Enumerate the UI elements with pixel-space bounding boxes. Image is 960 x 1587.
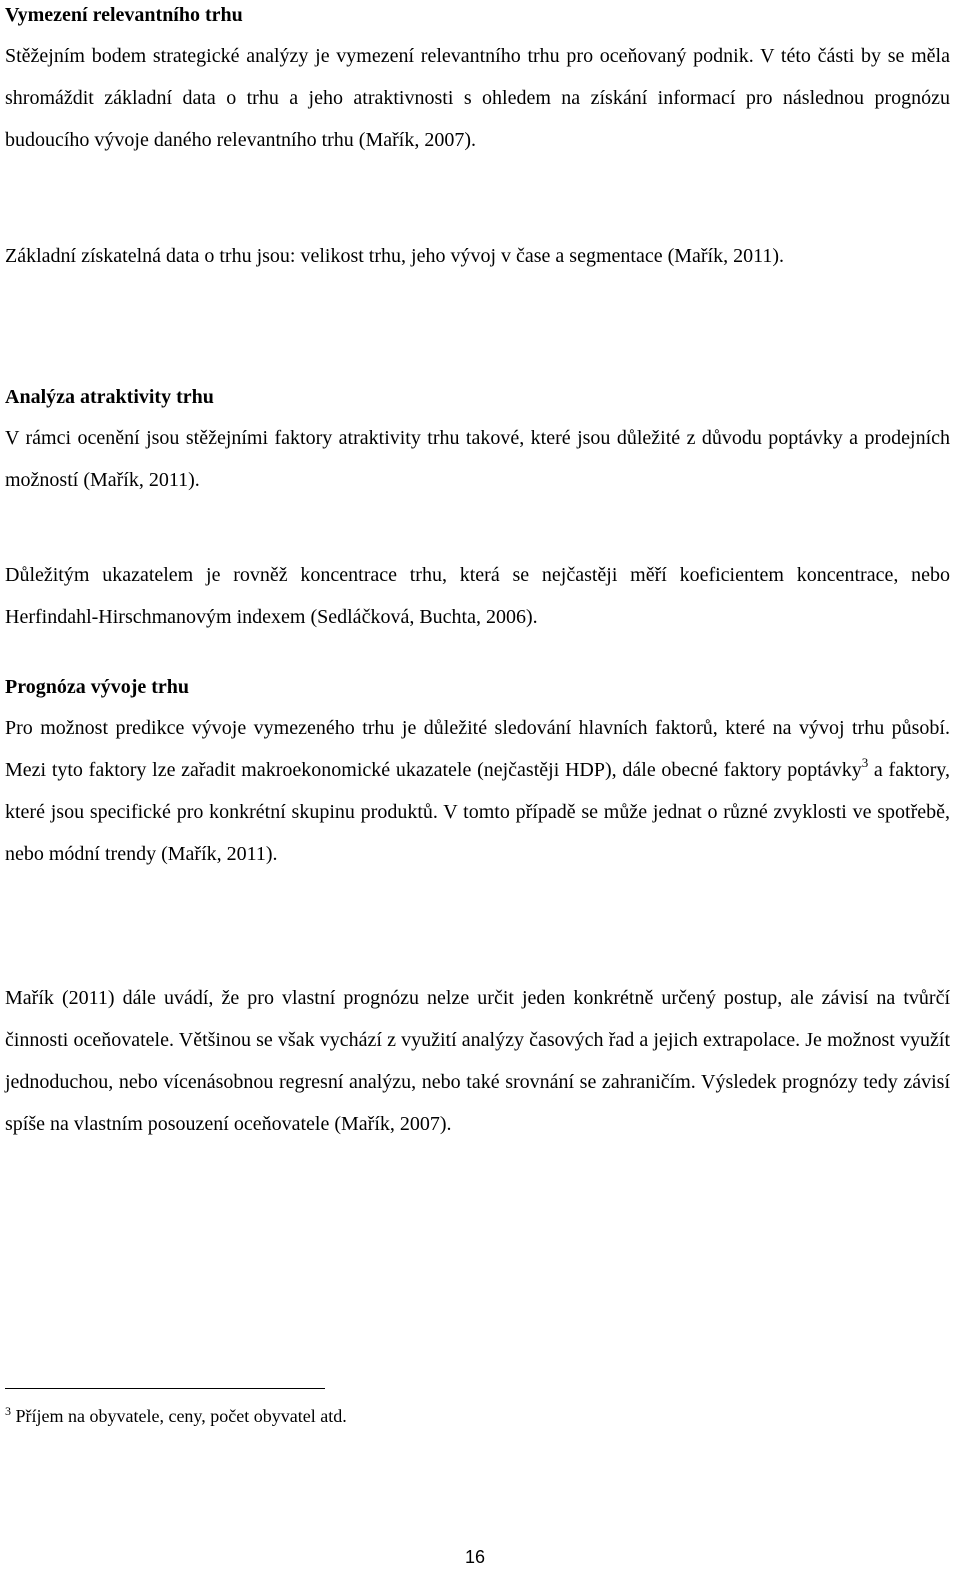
paragraph-relevant-market-2: Základní získatelná data o trhu jsou: velikost trhu, jeho vývoj v čase a segmentace (Mařík, 2011). bbox=[5, 245, 785, 267]
paragraph-market-attractiveness-1: V rámci ocenění jsou stěžejními faktory atraktivity trhu takové, které jsou důležité z důvodu poptávky a prodejních možností (Mařík, 2011). bbox=[5, 427, 950, 491]
paragraph-relevant-market-1: Stěžejním bodem strategické analýzy je vymezení relevantního trhu pro oceňovaný podnik. V této části by se měla shromáždit základní data o trhu a jeho atraktivnosti s ohledem na získání informací pro následnou prognózu budoucího vývoje daného relevantního trhu (Mařík, 2007). bbox=[5, 45, 950, 151]
paragraph-market-forecast-1 bbox=[5, 707, 950, 875]
paragraph-text-before-note: Pro možnost predikce vývoje vymezeného trhu je důležité sledování hlavních faktorů, které na vývoj trhu působí. Mezi tyto faktory lze zařadit makroekonomické ukazatele (nejčastěji HDP), dále obecné faktory poptávky bbox=[5, 717, 950, 781]
footnote-reference[interactable]: 3 bbox=[861, 755, 869, 770]
section-heading-market-forecast: Prognóza vývoje trhu bbox=[5, 676, 190, 698]
footnote-number: 3 bbox=[5, 1404, 11, 1418]
paragraph-text-after-note: a faktory, které jsou specifické pro konkrétní skupinu produktů. V tomto případě se může jednat o různé zvyklosti ve spotřebě, nebo módní trendy (Mařík, 2011). bbox=[5, 759, 950, 865]
paragraph-market-forecast-2: Mařík (2011) dále uvádí, že pro vlastní prognózu nelze určit jeden konkrétně určený postup, ale závisí na tvůrčí činnosti oceňovatele. Většinou se však vychází z využití analýzy časových řad a jejich extrapolace. Je možnost využít jednoduchou, nebo vícenásobnou regresní analýzu, nebo také srovnání se zahraničím. Výsledek prognózy tedy závisí spíše na vlastním posouzení oceňovatele (Mařík, 2007). bbox=[5, 987, 950, 1135]
footnote bbox=[5, 1403, 950, 1429]
paragraph-market-attractiveness-2: Důležitým ukazatelem je rovněž koncentrace trhu, která se nejčastěji měří koeficientem koncentrace, nebo Herfindahl-Hirschmanovým indexem (Sedláčková, Buchta, 2006). bbox=[5, 564, 950, 628]
section-heading-market-attractiveness: Analýza atraktivity trhu bbox=[5, 386, 214, 408]
page-number: 16 bbox=[464, 1547, 486, 1567]
footnote-separator bbox=[5, 1388, 325, 1389]
footnote-text: Příjem na obyvatele, ceny, počet obyvatel atd. bbox=[15, 1406, 347, 1426]
section-heading-relevant-market: Vymezení relevantního trhu bbox=[5, 4, 243, 26]
